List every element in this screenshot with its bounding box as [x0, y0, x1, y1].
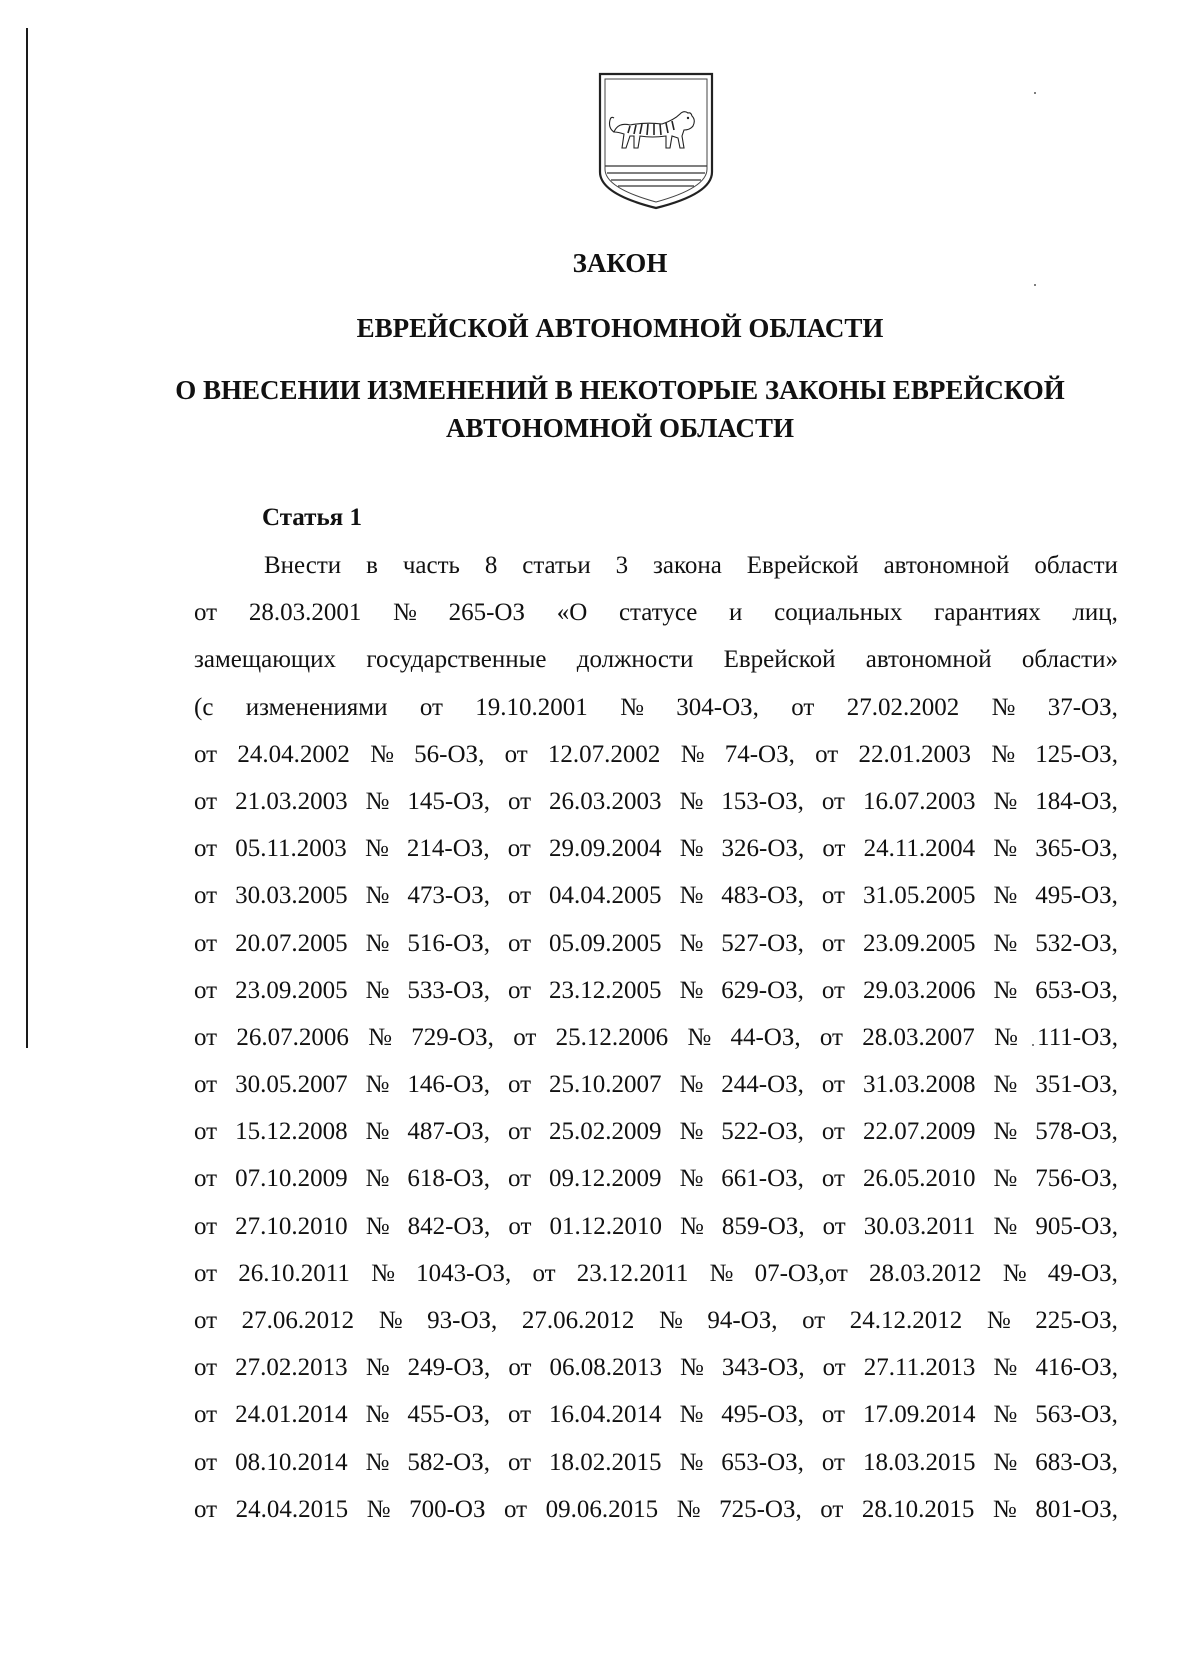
body-line [194, 1108, 1118, 1155]
body-word: 27.06.2012 [521, 1307, 635, 1334]
body-word: 25.12.2006 [555, 1023, 669, 1051]
body-word: от [822, 1354, 846, 1382]
body-word: № [679, 835, 704, 863]
body-word: 25.02.2009 [549, 1118, 662, 1146]
body-word: от [821, 929, 845, 957]
body-word: Еврейской [746, 552, 859, 579]
body-word: от [821, 1448, 845, 1476]
body-word: 27.11.2013 [863, 1354, 976, 1382]
body-word: изменениями [245, 693, 388, 721]
body-word: 326-ОЗ, [721, 835, 805, 863]
body-line [194, 542, 1118, 589]
body-word: 483-ОЗ, [721, 882, 804, 910]
body-word: 06.08.2013 [549, 1354, 662, 1382]
body-line [194, 1061, 1118, 1108]
body-word: № [993, 1165, 1018, 1193]
body-word: 27.10.2010 [235, 1212, 348, 1240]
body-word: «О [556, 599, 588, 627]
body-word: 859-ОЗ, [721, 1212, 805, 1240]
body-word: 23.09.2005 [862, 929, 976, 957]
scan-speck [1034, 284, 1036, 286]
body-word: от [507, 1401, 532, 1429]
body-word: 487-ОЗ, [407, 1118, 490, 1146]
body-word: № [365, 1165, 390, 1193]
body-word: 582-ОЗ, [407, 1448, 490, 1476]
body-word: 05.09.2005 [549, 929, 662, 957]
body-word: 17.09.2014 [862, 1401, 976, 1429]
body-word: 683-ОЗ, [1035, 1448, 1118, 1476]
body-word: 93-ОЗ, [427, 1307, 498, 1334]
body-word: № [679, 1165, 704, 1193]
body-word: № [365, 882, 390, 910]
body-word: от [821, 1118, 845, 1146]
body-word: от [822, 835, 846, 863]
body-word: № [365, 1448, 390, 1476]
body-word: 28.03.2007 [862, 1023, 975, 1051]
body-word: закона [653, 552, 722, 579]
body-word: 28.03.2001 [248, 599, 362, 627]
body-word: № [1002, 1259, 1027, 1287]
body-word: 27.02.2002 [846, 693, 960, 721]
body-word: 416-ОЗ, [1035, 1354, 1118, 1382]
body-word: Еврейской [723, 646, 836, 674]
body-word: статьи [522, 552, 591, 579]
body-word: 28.10.2015 [861, 1495, 975, 1523]
body-word: от [507, 882, 532, 910]
body-word: № [679, 787, 704, 815]
body-word: 905-ОЗ, [1035, 1212, 1118, 1240]
body-word: от [194, 1212, 218, 1240]
body-word: 3 [615, 552, 629, 579]
body-word: 146-ОЗ, [407, 1071, 490, 1099]
body-word: 05.11.2003 [235, 835, 347, 863]
body-word: 09.06.2015 [545, 1495, 659, 1523]
body-word: № [365, 1212, 390, 1240]
body-word: 07-ОЗ,от [754, 1259, 848, 1287]
body-line [194, 636, 1118, 683]
body-word: 578-ОЗ, [1035, 1118, 1118, 1146]
body-word: № [994, 1023, 1018, 1051]
body-word: № [991, 693, 1016, 721]
body-word: 30.03.2011 [863, 1212, 976, 1240]
body-word: от [820, 1495, 844, 1523]
body-word: от [819, 1023, 843, 1051]
body-line [194, 1203, 1118, 1250]
body-word: от [822, 1212, 846, 1240]
body-word: № [679, 1071, 704, 1099]
body-word: 249-ОЗ, [407, 1354, 491, 1382]
body-word: 661-ОЗ, [721, 1165, 804, 1193]
body-word: № [620, 693, 644, 721]
body-word: 26.10.2011 [238, 1259, 350, 1287]
body-word: 653-ОЗ, [721, 1448, 804, 1476]
body-word: 842-ОЗ, [407, 1212, 491, 1240]
body-word: 16.07.2003 [862, 787, 976, 815]
body-word: (с [194, 693, 214, 721]
body-line [194, 731, 1118, 778]
body-word: от [194, 1448, 218, 1476]
body-word: от [507, 1448, 532, 1476]
body-word: 22.07.2009 [862, 1118, 976, 1146]
body-word: № [993, 929, 1018, 957]
body-word: 522-ОЗ, [721, 1118, 804, 1146]
body-word: 56-ОЗ, [414, 740, 485, 768]
body-word: от [821, 1165, 845, 1193]
body-word: 27.02.2013 [235, 1354, 348, 1382]
body-word: № [371, 1259, 395, 1287]
body-word: № [364, 835, 389, 863]
body-word: 214-ОЗ, [406, 835, 490, 863]
body-word: гарантиях [934, 599, 1041, 627]
body-word: № [365, 1118, 390, 1146]
article-body [194, 542, 1118, 1533]
body-word: 225-ОЗ, [1035, 1307, 1118, 1334]
body-word: от [194, 1401, 218, 1429]
body-line [194, 920, 1118, 967]
article-title: Статья 1 [262, 504, 362, 531]
body-word: от [507, 929, 532, 957]
body-word: 343-ОЗ, [721, 1354, 805, 1382]
body-line [194, 1439, 1118, 1486]
body-word: 265-ОЗ [448, 599, 525, 627]
body-word: 22.01.2003 [858, 740, 971, 768]
body-word: 125-ОЗ, [1035, 740, 1118, 768]
body-word: 653-ОЗ, [1035, 976, 1118, 1004]
body-word: № [993, 976, 1018, 1004]
body-word: от [504, 740, 528, 768]
body-word: 351-ОЗ, [1035, 1071, 1118, 1099]
body-line [194, 872, 1118, 919]
body-word: от [507, 1071, 532, 1099]
body-word: 24.12.2012 [849, 1307, 963, 1334]
body-word: 801-ОЗ, [1035, 1495, 1118, 1523]
body-word: от [194, 976, 218, 1004]
body-word: 725-ОЗ, [719, 1495, 802, 1523]
body-word: статусе [618, 599, 698, 627]
body-word: 756-ОЗ, [1035, 1165, 1118, 1193]
body-word: 244-ОЗ, [721, 1071, 804, 1099]
body-word: от [507, 787, 532, 815]
body-line [194, 778, 1118, 825]
body-word: 37-ОЗ, [1047, 693, 1118, 721]
body-word: и [729, 599, 743, 627]
body-word: от [507, 976, 532, 1004]
body-word: 04.04.2005 [549, 882, 662, 910]
body-word: 700-ОЗ [409, 1495, 486, 1523]
body-word: № [993, 1212, 1018, 1240]
body-word: № [679, 976, 704, 1004]
body-word: социальных [774, 599, 903, 627]
body-word: № [986, 1307, 1011, 1334]
body-word: № [378, 1307, 403, 1334]
body-word: 31.03.2008 [862, 1071, 976, 1099]
body-word: 30.05.2007 [235, 1071, 348, 1099]
body-word: должности [576, 646, 694, 674]
body-word: в [366, 552, 378, 579]
body-word: № [991, 740, 1016, 768]
body-word: № [365, 976, 390, 1004]
body-word: от [194, 1307, 218, 1334]
body-line [194, 684, 1118, 731]
body-word: замещающих [194, 646, 337, 674]
body-word: 01.12.2010 [549, 1212, 662, 1240]
body-word: 24.04.2002 [237, 740, 350, 768]
body-word: 563-ОЗ, [1035, 1401, 1118, 1429]
body-word: 19.10.2001 [475, 693, 588, 721]
body-word: № [679, 1118, 704, 1146]
body-word: 30.03.2005 [235, 882, 348, 910]
body-word: 07.10.2009 [235, 1165, 348, 1193]
body-word: автономной [865, 646, 992, 674]
body-word: от [194, 787, 218, 815]
body-word: 09.12.2009 [549, 1165, 662, 1193]
body-word: № [993, 1354, 1018, 1382]
body-word: 532-ОЗ, [1035, 929, 1118, 957]
body-word: от [821, 1401, 845, 1429]
body-word: 18.03.2015 [862, 1448, 976, 1476]
body-word: № [680, 740, 705, 768]
body-word: от [194, 929, 218, 957]
body-word: 145-ОЗ, [407, 787, 490, 815]
body-word: 26.07.2006 [236, 1023, 349, 1051]
body-word: 25.10.2007 [549, 1071, 662, 1099]
body-word: 629-ОЗ, [721, 976, 804, 1004]
body-word: 8 [484, 552, 498, 579]
body-word: 21.03.2003 [235, 787, 348, 815]
body-word: от [194, 1165, 218, 1193]
body-word: 24.01.2014 [235, 1401, 348, 1429]
body-word: области [1034, 552, 1118, 579]
body-word: от [194, 599, 218, 627]
body-word: от [821, 787, 845, 815]
body-line [194, 1155, 1118, 1202]
coat-of-arms-tiger-icon [596, 70, 716, 212]
body-word: 12.07.2002 [547, 740, 661, 768]
body-word: от [508, 1212, 532, 1240]
body-line [194, 1344, 1118, 1391]
body-word: 618-ОЗ, [407, 1165, 490, 1193]
body-word: № [709, 1259, 734, 1287]
body-word: 495-ОЗ, [1035, 882, 1118, 910]
body-word: № [365, 1071, 390, 1099]
body-word: от [194, 1259, 218, 1287]
body-word: 111-ОЗ, [1037, 1023, 1118, 1051]
body-word: 27.06.2012 [241, 1307, 355, 1334]
body-word: часть [402, 552, 460, 579]
body-word: от [419, 693, 443, 721]
scan-speck [1034, 92, 1036, 94]
law-heading: ЗАКОН [572, 248, 668, 278]
body-word: № [368, 1023, 392, 1051]
body-word: № [365, 1401, 390, 1429]
body-word: от [791, 693, 815, 721]
body-word: № [676, 1495, 701, 1523]
body-word: 44-ОЗ, [730, 1023, 801, 1051]
body-word: 473-ОЗ, [407, 882, 490, 910]
body-line [194, 825, 1118, 872]
body-word: № [993, 882, 1018, 910]
region-heading: ЕВРЕЙСКОЙ АВТОНОМНОЙ ОБЛАСТИ [356, 313, 884, 343]
body-word: от [821, 1071, 845, 1099]
body-word: № [687, 1023, 712, 1051]
body-word: от [194, 1071, 218, 1099]
body-word: 29.03.2006 [862, 976, 976, 1004]
body-word: № [365, 1354, 390, 1382]
body-word: 94-ОЗ, [707, 1307, 778, 1334]
body-word: 29.09.2004 [548, 835, 662, 863]
body-word: от [194, 1495, 218, 1523]
body-word: от [821, 882, 845, 910]
body-word: 31.05.2005 [862, 882, 976, 910]
body-word: 20.07.2005 [235, 929, 348, 957]
body-word: от [532, 1259, 556, 1287]
body-word: от [194, 1354, 218, 1382]
body-word: от [507, 835, 531, 863]
body-word: от [802, 1307, 826, 1334]
body-word: от [507, 1165, 532, 1193]
body-word: 23.09.2005 [235, 976, 348, 1004]
body-line [194, 1250, 1118, 1297]
body-word: от [821, 976, 845, 1004]
body-word: № [993, 1118, 1018, 1146]
body-word: 495-ОЗ, [721, 1401, 804, 1429]
body-line [194, 967, 1118, 1014]
body-word: 18.02.2015 [549, 1448, 662, 1476]
body-word: № [993, 835, 1018, 863]
body-word: от [194, 882, 218, 910]
body-word: № [992, 1495, 1017, 1523]
body-word: № [680, 1212, 704, 1240]
body-word: № [679, 1448, 704, 1476]
scan-margin-line [26, 28, 28, 1048]
body-word: от [815, 740, 839, 768]
body-word: № [366, 1495, 391, 1523]
body-word: государственные [366, 646, 547, 674]
body-word: № [993, 787, 1018, 815]
body-word: № [993, 1401, 1018, 1429]
body-word: 184-ОЗ, [1035, 787, 1118, 815]
body-line [194, 1014, 1118, 1061]
body-word: 15.12.2008 [235, 1118, 348, 1146]
body-word: от [508, 1354, 532, 1382]
body-word: от [194, 740, 218, 768]
body-word: № [679, 929, 704, 957]
body-word: № [658, 1307, 683, 1334]
body-word: № [679, 1401, 704, 1429]
body-word: от [504, 1495, 528, 1523]
body-word: автономной [883, 552, 1010, 579]
body-word: 533-ОЗ, [407, 976, 490, 1004]
body-word: 08.10.2014 [235, 1448, 348, 1476]
body-word: 74-ОЗ, [724, 740, 795, 768]
body-word: 23.12.2005 [549, 976, 662, 1004]
body-line [194, 1486, 1118, 1533]
body-word: 24.04.2015 [235, 1495, 349, 1523]
body-word: 24.11.2004 [863, 835, 976, 863]
body-word: № [993, 1448, 1018, 1476]
body-word: от [194, 1118, 218, 1146]
subject-heading: О ВНЕСЕНИИ ИЗМЕНЕНИЙ В НЕКОТОРЫЕ ЗАКОНЫ ЕВРЕЙСКОЙ АВТОНОМНОЙ ОБЛАСТИ [175, 375, 1065, 443]
body-word: № [370, 740, 394, 768]
body-word: от [513, 1023, 537, 1051]
body-word: области» [1021, 646, 1118, 674]
body-word: 365-ОЗ, [1035, 835, 1118, 863]
body-word: от [194, 1023, 218, 1051]
body-word: 304-ОЗ, [676, 693, 759, 721]
body-word: от [507, 1118, 532, 1146]
body-word: № [393, 599, 417, 627]
body-word: от [194, 835, 218, 863]
body-word: 527-ОЗ, [721, 929, 804, 957]
body-line [194, 589, 1118, 636]
body-word: № [679, 882, 704, 910]
body-word: Внести [264, 552, 342, 579]
body-word: 153-ОЗ, [721, 787, 804, 815]
body-word: 455-ОЗ, [407, 1401, 490, 1429]
body-word: 23.12.2011 [576, 1259, 689, 1287]
body-word: 516-ОЗ, [407, 929, 490, 957]
body-word: 49-ОЗ, [1047, 1259, 1118, 1287]
body-word: 26.03.2003 [549, 787, 662, 815]
body-word: № [365, 787, 390, 815]
body-word: № [993, 1071, 1018, 1099]
body-line [194, 1297, 1118, 1344]
body-word: 28.03.2012 [869, 1259, 982, 1287]
body-word: 1043-ОЗ, [416, 1259, 512, 1287]
body-word: № [680, 1354, 704, 1382]
body-word: 16.04.2014 [549, 1401, 662, 1429]
body-word: 26.05.2010 [862, 1165, 976, 1193]
body-word: 729-ОЗ, [411, 1023, 494, 1051]
body-line [194, 1391, 1118, 1438]
body-word: № [365, 929, 390, 957]
body-word: лиц, [1072, 599, 1118, 627]
